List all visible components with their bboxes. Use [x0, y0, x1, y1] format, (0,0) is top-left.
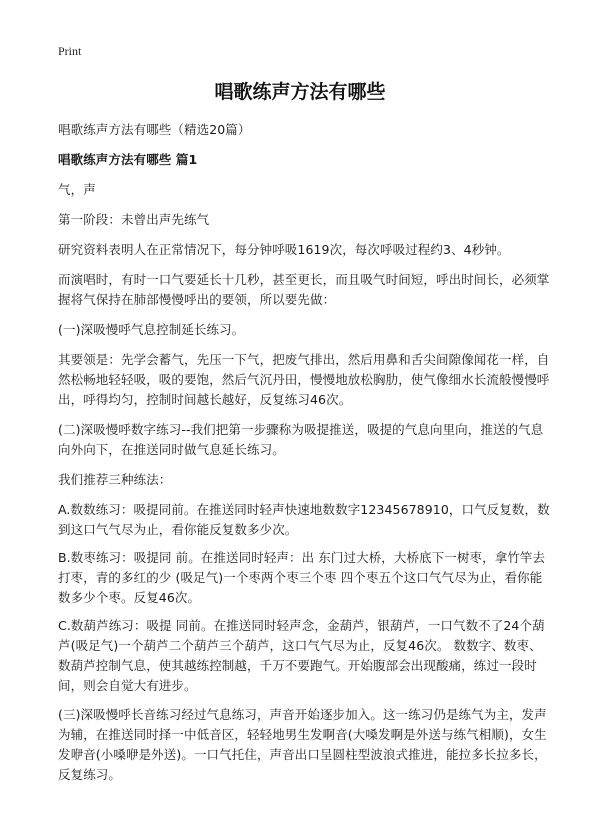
paragraph: 其要领是：先学会蓄气，先压一下气，把废气排出，然后用鼻和舌尖间隙像闻花一样，自然松畅地轻轻吸，吸的要饱，然后气沉丹田，慢慢地放松胸肋，使气像细水长流般慢慢呼出，呼得均匀，控制时间越长越好，反复练习46次。 — [58, 352, 550, 407]
paragraph: (一)深吸慢呼气息控制延长练习。 — [58, 322, 245, 337]
paragraph: 第一阶段：未曾出声先练气 — [58, 212, 210, 227]
paragraph: (二)深吸慢呼数字练习--我们把第一步骤称为吸提推送，吸提的气息向里向，推送的气息向外向下，在推送同时做气息延长练习。 — [58, 422, 544, 457]
page-title: 唱歌练声方法有哪些 — [214, 81, 386, 103]
section-heading: 唱歌练声方法有哪些 篇1 — [58, 152, 198, 167]
paragraph: 气，声 — [58, 182, 96, 197]
subtitle: 唱歌练声方法有哪些（精选20篇） — [58, 122, 251, 137]
paragraph: B.数枣练习：吸提同 前。在推送同时轻声：出 东门过大桥，大桥底下一树枣，拿竹竿去打枣，青的多红的少 (吸足气)一个枣两个枣三个枣 四个枣五个这口气气尽为止，看你能数多少个枣。反复46次。 — [58, 550, 546, 605]
paragraph: (三)深吸慢呼长音练习经过气息练习，声音开始逐步加入。这一练习仍是练气为主，发声为辅，在推送同时择一中低音区，轻轻地男生发啊音(大嗓发啊是外送与练气相顺)，女生发咿音(小嗓咿是外送)。一口气托住，声音出口呈圆柱型波浪式推进，能拉多长拉多长，反复练习。 — [58, 707, 547, 782]
paragraph: 研究资料表明人在正常情况下，每分钟呼吸1619次，每次呼吸过程约3、4秒钟。 — [58, 242, 510, 257]
print-label[interactable]: Print — [58, 44, 82, 58]
paragraph: C.数葫芦练习：吸提 同前。在推送同时轻声念，金葫芦，银葫芦，一口气数不了24个葫芦(吸足气)一个葫芦二个葫芦三个葫芦，这口气气尽为止，反复46次。 数数字、数枣、数葫芦控制气息，使其越练控制越，千万不要跑气。开始腹部会出现酸痛，练过一段时间，则会自觉大有进步。 — [58, 618, 545, 693]
paragraph: 我们推荐三种练法： — [58, 472, 172, 487]
paragraph: 而演唱时，有时一口气要延长十几秒，甚至更长，而且吸气时间短，呼出时间长，必须掌握将气保持在肺部慢慢呼出的要领，所以要先做： — [58, 272, 550, 307]
paragraph: A.数数练习：吸提同前。在推送同时轻声快速地数数字12345678910，口气反复数，数到这口气气尽为止，看你能反复数多少次。 — [58, 502, 550, 537]
